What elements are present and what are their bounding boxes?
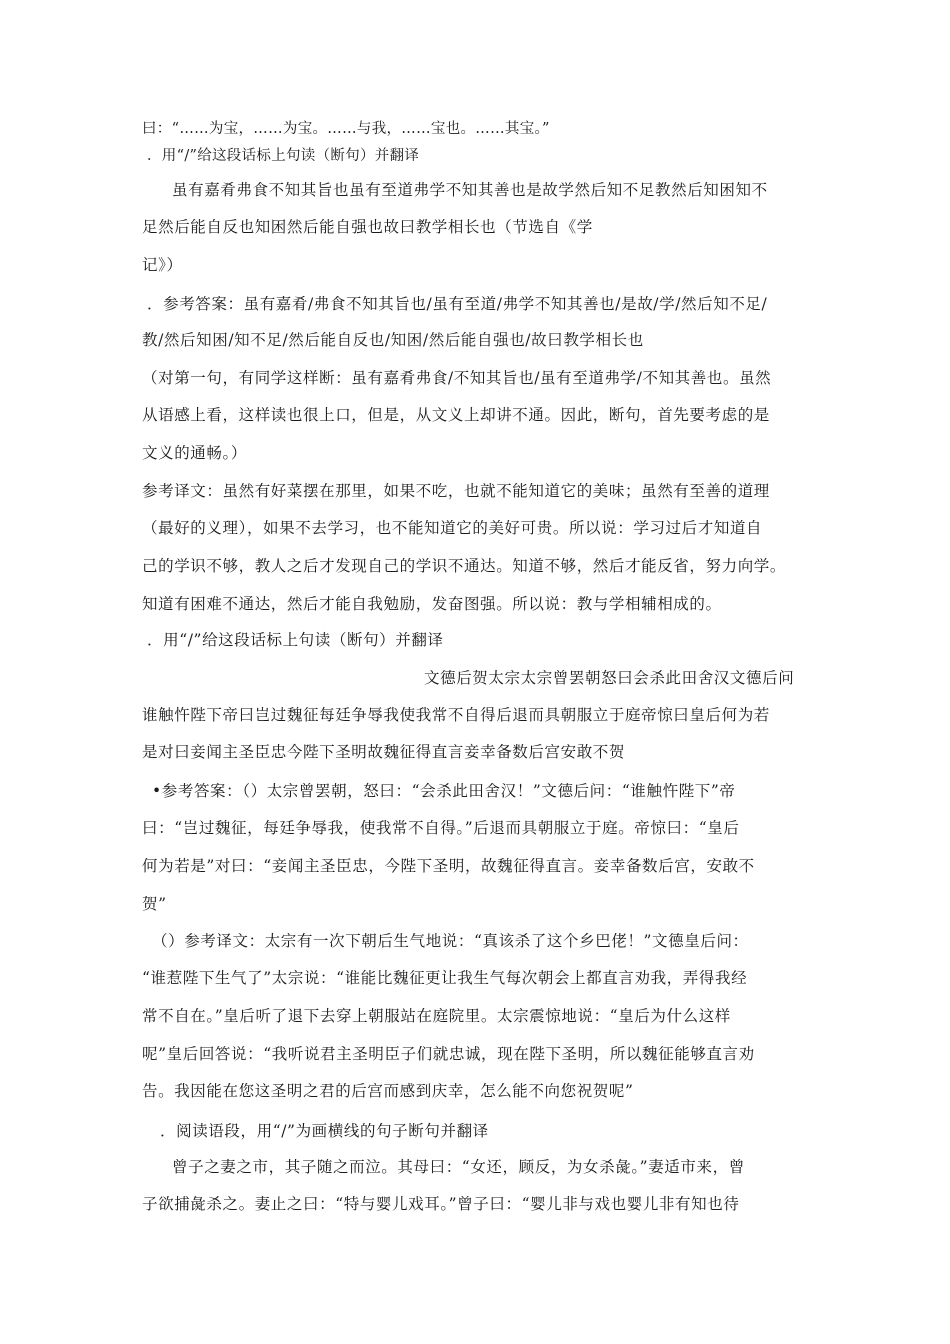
translation-line: （最好的义理），如果不去学习，也不能知道它的美好可贵。所以说：学习过后才知道自 xyxy=(142,519,763,537)
translation-line: 己的学识不够，教人之后才发现自己的学识不通达。知道不够，然后才能反省，努力向学。 xyxy=(142,557,787,575)
text-line: 足然后能自反也知困然后能自强也故曰教学相长也（节选自《学 xyxy=(142,218,593,236)
answer-line: 教/然后知困/知不足/然后能自反也/知困/然后能自强也/故曰教学相长也 xyxy=(142,331,644,349)
answer-line: 贺” xyxy=(142,895,167,913)
translation-line: “谁惹陛下生气了”太宗说：“谁能比魏征更让我生气每次朝会上都直言劝我，弄得我经 xyxy=(142,969,748,987)
translation-line: 知道有困难不通达，然后才能自我勉励，发奋图强。所以说：教与学相辅相成的。 xyxy=(142,595,722,613)
translation-line: 告。我因能在您这圣明之君的后宫而感到庆幸，怎么能不向您祝贺呢” xyxy=(142,1082,634,1100)
translation-line: 参考译文：虽然有好菜摆在那里，如果不吃，也就不能知道它的美味；虽然有至善的道理 xyxy=(142,482,770,500)
text-line: 记》） xyxy=(142,256,183,274)
translation-line: 常不自在。”皇后听了退下去穿上朝服站在庭院里。太宗震惊地说：“皇后为什么这样 xyxy=(142,1007,731,1025)
answer-line: ．参考答案：虽有嘉肴/弗食不知其旨也/虽有至道/弗学不知其善也/是故/学/然后知不足/ xyxy=(147,295,768,313)
question-heading: ．用“/”给这段话标上句读（断句）并翻译 xyxy=(147,148,420,164)
translation-line: （）参考译文：太宗有一次下朝后生气地说：“真该杀了这个乡巴佬！”文德皇后问： xyxy=(152,932,749,950)
translation-line: 呢”皇后回答说：“我听说君主圣明臣子们就忠诚，现在陛下圣明，所以魏征能够直言劝 xyxy=(142,1045,755,1063)
text-line: 文义的通畅。） xyxy=(142,444,247,462)
answer-line: 曰：“岂过魏征，每廷争辱我，使我常不自得。”后退而具朝服立于庭。帝惊曰：“皇后 xyxy=(142,819,740,837)
question-heading: ．阅读语段，用“/”为画横线的句子断句并翻译 xyxy=(160,1122,489,1140)
text-line: 谁触忤陛下帝曰岂过魏征每廷争辱我使我常不自得后退而具朝服立于庭帝惊曰皇后何为若 xyxy=(142,706,770,724)
text-line: 是对曰妾闻主圣臣忠今陛下圣明故魏征得直言妾幸备数后宫安敢不贺 xyxy=(142,743,626,761)
text-line: 曾子之妻之市，其子随之而泣。其母曰：“女还，顾反，为女杀彘。”妻适市来，曾 xyxy=(172,1158,745,1176)
text-line: 文德后贺太宗太宗曾罢朝怒曰会杀此田舍汉文德后问 xyxy=(424,669,795,687)
text-line: （对第一句，有同学这样断：虽有嘉肴弗食/不知其旨也/虽有至道弗学/不知其善也。虽然 xyxy=(142,369,772,387)
text-line: 子欲捕彘杀之。妻止之曰：“特与婴儿戏耳。”曾子曰：“婴儿非与戏也婴儿非有知也待 xyxy=(142,1195,740,1213)
answer-line: •参考答案：（）太宗曾罢朝，怒曰：“会杀此田舍汉！”文德后问：“谁触忤陛下”帝 xyxy=(152,782,736,800)
text-line: 从语感上看，这样读也很上口，但是，从文义上却讲不通。因此，断句，首先要考虑的是 xyxy=(142,406,770,424)
answer-line: 何为若是”对曰：“妾闻主圣臣忠，今陛下圣明，故魏征得直言。妾幸备数后宫，安敢不 xyxy=(142,857,755,875)
text-line: 曰：“……为宝，……为宝。……与我，……宝也。……其宝。” xyxy=(142,121,550,137)
question-heading: ．用“/”给这段话标上句读（断句）并翻译 xyxy=(147,631,444,649)
text-line: 虽有嘉肴弗食不知其旨也虽有至道弗学不知其善也是故学然后知不足教然后知困知不 xyxy=(172,181,768,199)
